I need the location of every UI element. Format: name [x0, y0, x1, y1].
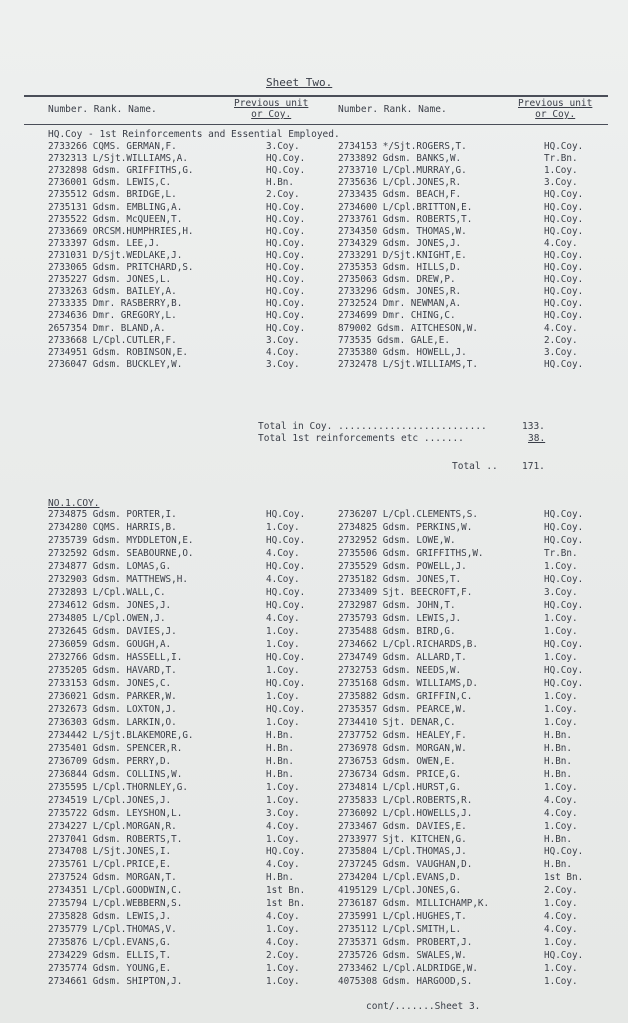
left-entry: 2732898 Gdsm. GRIFFITHS,G.	[48, 165, 194, 177]
right-previous-unit: 1.Coy.	[544, 976, 578, 988]
table-row	[0, 885, 628, 897]
table-row	[0, 691, 628, 703]
left-entry: 2737524 Gdsm. MORGAN,T.	[48, 872, 177, 884]
left-entry: 2736021 Gdsm. PARKER,W.	[48, 690, 177, 702]
left-entry: 2732592 Gdsm. SEABOURNE,O.	[48, 547, 194, 559]
left-previous-unit: 1.Coy.	[266, 794, 300, 806]
left-previous-unit: HQ.Coy.	[266, 599, 306, 611]
left-entry: 2735205 Gdsm. HAVARD,T.	[48, 664, 177, 676]
table-row	[0, 141, 628, 153]
right-previous-unit: H.Bn.	[544, 859, 572, 871]
header-right-number: Number. Rank. Name.	[338, 104, 447, 115]
grand-total-label: Total ..	[452, 461, 498, 472]
left-previous-unit: 1.Coy.	[266, 716, 300, 728]
right-previous-unit: Tr.Bn.	[544, 547, 578, 559]
right-entry: 2732987 Gdsm. JOHN,T.	[338, 599, 456, 611]
right-entry: 2735182 Gdsm. JONES,T.	[338, 573, 462, 585]
left-entry: 2736059 Gdsm. GOUGH,A.	[48, 638, 172, 650]
right-previous-unit: 4.Coy.	[544, 237, 578, 249]
table-row	[0, 153, 628, 165]
total-in-coy-label: Total in Coy. ..........................	[258, 421, 487, 432]
left-previous-unit: 4.Coy.	[266, 820, 300, 832]
left-previous-unit: 1.Coy.	[266, 521, 300, 533]
left-previous-unit: HQ.Coy.	[266, 274, 306, 286]
right-entry: 2733710 L/Cpl.MURRAY,G.	[338, 165, 467, 177]
section-2-title: NO.1.COY.	[48, 498, 100, 509]
right-entry: 2734350 Gdsm. THOMAS,W.	[338, 225, 467, 237]
left-previous-unit: 1.Coy.	[266, 963, 300, 975]
header-right-previous: Previous unit or Coy.	[518, 98, 593, 120]
right-previous-unit: 1.Coy.	[544, 716, 578, 728]
left-previous-unit: H.Bn.	[266, 177, 294, 189]
left-previous-unit: 2.Coy.	[266, 950, 300, 962]
table-row	[0, 613, 628, 625]
right-entry: 2735063 Gdsm. DREW,P.	[338, 274, 456, 286]
right-entry: 2735371 Gdsm. PROBERT,J.	[338, 937, 473, 949]
right-entry: 2735833 L/Cpl.ROBERTS,R.	[338, 794, 473, 806]
right-entry: 2733291 D/Sjt.KNIGHT,E.	[338, 249, 467, 261]
right-previous-unit: HQ.Coy.	[544, 141, 584, 152]
right-entry: 2736978 Gdsm. MORGAN,W.	[338, 742, 467, 754]
right-entry: 2733435 Gdsm. BEACH,F.	[338, 189, 462, 201]
left-previous-unit: 1.Coy.	[266, 924, 300, 936]
right-previous-unit: 1.Coy.	[544, 165, 578, 177]
right-previous-unit: HQ.Coy.	[544, 846, 584, 858]
left-entry: 2734661 Gdsm. SHIPTON,J.	[48, 976, 183, 988]
header-left-number: Number. Rank. Name.	[48, 104, 157, 115]
left-previous-unit: HQ.Coy.	[266, 534, 306, 546]
right-previous-unit: Tr.Bn.	[544, 153, 578, 165]
left-previous-unit: 4.Coy.	[266, 859, 300, 871]
left-entry: 2732766 Gdsm. HASSELL,I.	[48, 651, 183, 663]
right-entry: 2735882 Gdsm. GRIFFIN,C.	[338, 690, 473, 702]
left-entry: 2734875 Gdsm. PORTER,I.	[48, 509, 177, 520]
left-entry: 2734229 Gdsm. ELLIS,T.	[48, 950, 172, 962]
right-previous-unit: HQ.Coy.	[544, 664, 584, 676]
right-previous-unit: HQ.Coy.	[544, 358, 584, 370]
left-entry: 2732673 Gdsm. LOXTON,J.	[48, 703, 177, 715]
right-entry: 2732952 Gdsm. LOWE,W.	[338, 534, 456, 546]
right-previous-unit: 1.Coy.	[544, 625, 578, 637]
left-entry: 2731031 D/Sjt.WEDLAKE,J.	[48, 249, 183, 261]
left-previous-unit: 1.Coy.	[266, 833, 300, 845]
right-entry: 2735353 Gdsm. HILLS,D.	[338, 262, 462, 273]
right-entry: 773535 Gdsm. GALE,E.	[338, 334, 450, 346]
left-previous-unit: 3.Coy.	[266, 807, 300, 819]
table-row	[0, 548, 628, 560]
left-previous-unit: 1.Coy.	[266, 690, 300, 702]
left-previous-unit: HQ.Coy.	[266, 213, 306, 225]
table-row	[0, 522, 628, 534]
table-row	[0, 652, 628, 664]
section-1-title: HQ.Coy - 1st Reinforcements and Essential Employed.	[48, 129, 340, 140]
left-previous-unit: HQ.Coy.	[266, 509, 306, 520]
table-row	[0, 859, 628, 871]
left-previous-unit: HQ.Coy.	[266, 560, 306, 572]
table-row	[0, 561, 628, 573]
left-entry: 2734612 Gdsm. JONES,J.	[48, 599, 172, 611]
right-entry: 2736207 L/Cpl.CLEMENTS,S.	[338, 509, 478, 520]
right-entry: 2734204 L/Cpl.EVANS,D.	[338, 872, 462, 884]
left-previous-unit: HQ.Coy.	[266, 249, 306, 261]
total-reinforcements-label: Total 1st reinforcements etc .......	[258, 433, 464, 444]
left-entry: 2734805 L/Cpl.OWEN,J.	[48, 612, 166, 624]
right-entry: 2735991 L/Cpl.HUGHES,T.	[338, 911, 467, 923]
left-previous-unit: HQ.Coy.	[266, 322, 306, 334]
left-entry: 2732893 L/Cpl.WALL,C.	[48, 586, 166, 598]
right-previous-unit: 1.Coy.	[544, 820, 578, 832]
right-entry: 2735168 Gdsm. WILLIAMS,D.	[338, 677, 478, 689]
right-previous-unit: HQ.Coy.	[544, 521, 584, 533]
right-previous-unit: HQ.Coy.	[544, 201, 584, 213]
left-entry: 2734708 L/Sjt.JONES,I.	[48, 846, 172, 858]
table-row	[0, 872, 628, 884]
table-row	[0, 834, 628, 846]
table-row	[0, 743, 628, 755]
right-entry: 2733296 Gdsm. JONES,R.	[338, 286, 462, 298]
header-rule-bottom	[24, 124, 608, 125]
right-entry: 2734699 Dmr. CHING,C.	[338, 310, 456, 322]
table-row	[0, 704, 628, 716]
table-row	[0, 976, 628, 988]
left-previous-unit: HQ.Coy.	[266, 703, 306, 715]
right-entry: 2733462 L/Cpl.ALDRIDGE,W.	[338, 963, 478, 975]
right-entry: 2734329 Gdsm. JONES,J.	[338, 237, 462, 249]
right-previous-unit: HQ.Coy.	[544, 189, 584, 201]
right-entry: 2735488 Gdsm. BIRD,G.	[338, 625, 456, 637]
table-row	[0, 335, 628, 347]
left-entry: 2735779 L/Cpl.THOMAS,V.	[48, 924, 177, 936]
left-previous-unit: HQ.Coy.	[266, 846, 306, 858]
left-entry: 2733266 CQMS. GERMAN,F.	[48, 141, 177, 152]
left-previous-unit: 4.Coy.	[266, 573, 300, 585]
right-previous-unit: HQ.Coy.	[544, 638, 584, 650]
right-entry: 2734600 L/Cpl.BRITTON,E.	[338, 201, 473, 213]
left-entry: 2735522 Gdsm. McQUEEN,T.	[48, 213, 183, 225]
left-previous-unit: 4.Coy.	[266, 937, 300, 949]
right-entry: 2736734 Gdsm. PRICE,G.	[338, 768, 462, 780]
right-entry: 2735112 L/Cpl.SMITH,L.	[338, 924, 462, 936]
right-entry: 2732524 Dmr. NEWMAN,A.	[338, 298, 462, 310]
right-previous-unit: HQ.Coy.	[544, 249, 584, 261]
left-previous-unit: 3.Coy.	[266, 334, 300, 346]
left-previous-unit: 4.Coy.	[266, 911, 300, 923]
left-entry: 2736303 Gdsm. LARKIN,O.	[48, 716, 177, 728]
left-previous-unit: HQ.Coy.	[266, 262, 306, 273]
left-previous-unit: H.Bn.	[266, 872, 294, 884]
table-row	[0, 924, 628, 936]
table-row	[0, 821, 628, 833]
left-entry: 2657354 Dmr. BLAND,A.	[48, 322, 166, 334]
left-previous-unit: 1.Coy.	[266, 976, 300, 988]
left-entry: 2734442 L/Sjt.BLAKEMORE,G.	[48, 729, 194, 741]
left-previous-unit: 3.Coy.	[266, 141, 300, 152]
total-in-coy-value: 133.	[522, 421, 545, 432]
right-previous-unit: 1.Coy.	[544, 703, 578, 715]
right-entry: 2735506 Gdsm. GRIFFITHS,W.	[338, 547, 484, 559]
left-entry: 2735739 Gdsm. MYDDLETON,E.	[48, 534, 194, 546]
left-entry: 2736844 Gdsm. COLLINS,W.	[48, 768, 183, 780]
right-previous-unit: 1.Coy.	[544, 963, 578, 975]
right-entry: 2734153 */Sjt.ROGERS,T.	[338, 141, 467, 152]
table-row	[0, 587, 628, 599]
right-entry: 2734749 Gdsm. ALLARD,T.	[338, 651, 467, 663]
left-entry: 2735227 Gdsm. JONES,L.	[48, 274, 172, 286]
right-previous-unit: 4.Coy.	[544, 794, 578, 806]
left-entry: 2733263 Gdsm. BAILEY,A.	[48, 286, 177, 298]
right-entry: 2734410 Sjt. DENAR,C.	[338, 716, 456, 728]
right-previous-unit: 1.Coy.	[544, 690, 578, 702]
left-previous-unit: 1.Coy.	[266, 781, 300, 793]
left-entry: 2734951 Gdsm. ROBINSON,E.	[48, 346, 188, 358]
left-previous-unit: 1.Coy.	[266, 638, 300, 650]
right-entry: 4195129 L/Cpl.JONES,G.	[338, 885, 462, 897]
right-previous-unit: H.Bn.	[544, 755, 572, 767]
right-previous-unit: HQ.Coy.	[544, 298, 584, 310]
right-previous-unit: H.Bn.	[544, 729, 572, 741]
left-entry: 2735761 L/Cpl.PRICE,E.	[48, 859, 172, 871]
left-previous-unit: 1st Bn.	[266, 885, 306, 897]
left-entry: 2733153 Gdsm. JONES,C.	[48, 677, 172, 689]
right-entry: 2733409 Sjt. BEECROFT,F.	[338, 586, 473, 598]
right-entry: 2733467 Gdsm. DAVIES,E.	[338, 820, 467, 832]
table-row	[0, 274, 628, 286]
left-previous-unit: 4.Coy.	[266, 612, 300, 624]
right-previous-unit: 1.Coy.	[544, 937, 578, 949]
left-previous-unit: 1st Bn.	[266, 898, 306, 910]
right-entry: 2736753 Gdsm. OWEN,E.	[338, 755, 456, 767]
left-entry: 2735876 L/Cpl.EVANS,G.	[48, 937, 172, 949]
table-row	[0, 911, 628, 923]
sheet-title: Sheet Two.	[266, 76, 333, 89]
right-previous-unit: 1.Coy.	[544, 612, 578, 624]
right-previous-unit: 3.Coy.	[544, 177, 578, 189]
right-previous-unit: HQ.Coy.	[544, 310, 584, 322]
table-row	[0, 717, 628, 729]
right-previous-unit: HQ.Coy.	[544, 225, 584, 237]
left-previous-unit: H.Bn.	[266, 742, 294, 754]
left-previous-unit: HQ.Coy.	[266, 201, 306, 213]
table-row	[0, 509, 628, 521]
left-entry: 2734636 Dmr. GREGORY,L.	[48, 310, 177, 322]
left-previous-unit: HQ.Coy.	[266, 310, 306, 322]
table-row	[0, 323, 628, 335]
table-row	[0, 189, 628, 201]
right-previous-unit: HQ.Coy.	[544, 677, 584, 689]
table-row	[0, 626, 628, 638]
table-row	[0, 678, 628, 690]
table-row	[0, 165, 628, 177]
left-entry: 2732645 Gdsm. DAVIES,J.	[48, 625, 177, 637]
table-row	[0, 963, 628, 975]
right-previous-unit: HQ.Coy.	[544, 509, 584, 520]
left-entry: 2734280 CQMS. HARRIS,B.	[48, 521, 177, 533]
right-previous-unit: HQ.Coy.	[544, 274, 584, 286]
left-entry: 2736001 Gdsm. LEWIS,C.	[48, 177, 172, 189]
right-previous-unit: H.Bn.	[544, 833, 572, 845]
right-previous-unit: HQ.Coy.	[544, 286, 584, 298]
right-entry: 2733892 Gdsm. BANKS,W.	[338, 153, 462, 165]
table-row	[0, 898, 628, 910]
left-entry: 2735828 Gdsm. LEWIS,J.	[48, 911, 172, 923]
left-previous-unit: 4.Coy.	[266, 547, 300, 559]
right-previous-unit: 4.Coy.	[544, 924, 578, 936]
right-previous-unit: 2.Coy.	[544, 885, 578, 897]
right-entry: 2735793 Gdsm. LEWIS,J.	[338, 612, 462, 624]
table-row	[0, 950, 628, 962]
left-previous-unit: H.Bn.	[266, 768, 294, 780]
left-entry: 2737041 Gdsm. ROBERTS,T.	[48, 833, 183, 845]
total-reinforcements-value: 38.	[528, 433, 546, 444]
left-entry: 2735131 Gdsm. EMBLING,A.	[48, 201, 183, 213]
table-row	[0, 639, 628, 651]
left-previous-unit: 3.Coy.	[266, 358, 300, 370]
right-previous-unit: HQ.Coy.	[544, 950, 584, 962]
left-previous-unit: HQ.Coy.	[266, 165, 306, 177]
right-previous-unit: 1.Coy.	[544, 898, 578, 910]
left-previous-unit: H.Bn.	[266, 729, 294, 741]
table-row	[0, 782, 628, 794]
grand-total-value: 171.	[522, 461, 545, 472]
right-previous-unit: 1.Coy.	[544, 651, 578, 663]
table-row	[0, 250, 628, 262]
right-entry: 2736092 L/Cpl.HOWELLS,J.	[338, 807, 473, 819]
left-previous-unit: 4.Coy.	[266, 346, 300, 358]
left-entry: 2735595 L/Cpl.THORNLEY,G.	[48, 781, 188, 793]
right-previous-unit: 4.Coy.	[544, 911, 578, 923]
right-previous-unit: 3.Coy.	[544, 586, 578, 598]
table-row	[0, 665, 628, 677]
left-entry: 2734877 Gdsm. LOMAS,G.	[48, 560, 172, 572]
table-row	[0, 359, 628, 371]
right-entry: 2733977 Sjt. KITCHEN,G.	[338, 833, 467, 845]
continuation-note: cont/.......Sheet 3.	[366, 1001, 481, 1012]
right-entry: 2734825 Gdsm. PERKINS,W.	[338, 521, 473, 533]
right-entry: 2733761 Gdsm. ROBERTS,T.	[338, 213, 473, 225]
left-previous-unit: 1.Coy.	[266, 664, 300, 676]
right-previous-unit: 2.Coy.	[544, 334, 578, 346]
left-previous-unit: H.Bn.	[266, 755, 294, 767]
right-entry: 4075308 Gdsm. HARGOOD,S.	[338, 976, 473, 988]
left-previous-unit: HQ.Coy.	[266, 677, 306, 689]
left-entry: 2732313 L/Sjt.WILLIAMS,A.	[48, 153, 188, 165]
right-previous-unit: HQ.Coy.	[544, 262, 584, 273]
right-entry: 2732478 L/Sjt.WILLIAMS,T.	[338, 358, 478, 370]
table-row	[0, 769, 628, 781]
table-row	[0, 808, 628, 820]
table-row	[0, 937, 628, 949]
left-entry: 2734351 L/Cpl.GOODWIN,C.	[48, 885, 183, 897]
left-previous-unit: HQ.Coy.	[266, 225, 306, 237]
table-row	[0, 730, 628, 742]
right-previous-unit: HQ.Coy.	[544, 599, 584, 611]
right-entry: 2735726 Gdsm. SWALES,W.	[338, 950, 467, 962]
right-previous-unit: 4.Coy.	[544, 322, 578, 334]
table-row	[0, 202, 628, 214]
right-previous-unit: H.Bn.	[544, 768, 572, 780]
right-entry: 2734814 L/Cpl.HURST,G.	[338, 781, 462, 793]
left-entry: 2735794 L/Cpl.WEBBERN,S.	[48, 898, 183, 910]
table-row	[0, 535, 628, 547]
left-previous-unit: HQ.Coy.	[266, 153, 306, 165]
left-entry: 2733669 ORCSM.HUMPHRIES,H.	[48, 225, 194, 237]
left-entry: 2734519 L/Cpl.JONES,J.	[48, 794, 172, 806]
table-row	[0, 846, 628, 858]
header-left-previous: Previous unit or Coy.	[234, 98, 309, 120]
right-previous-unit: 1.Coy.	[544, 560, 578, 572]
right-entry: 2735357 Gdsm. PEARCE,W.	[338, 703, 467, 715]
right-previous-unit: 1st Bn.	[544, 872, 584, 884]
right-entry: 2736187 Gdsm. MILLICHAMP,K.	[338, 898, 490, 910]
left-entry: 2736709 Gdsm. PERRY,D.	[48, 755, 172, 767]
table-row	[0, 226, 628, 238]
left-previous-unit: 2.Coy.	[266, 189, 300, 201]
right-entry: 879002 Gdsm. AITCHESON,W.	[338, 322, 478, 334]
table-row	[0, 298, 628, 310]
table-row	[0, 347, 628, 359]
left-entry: 2736047 Gdsm. BUCKLEY,W.	[48, 358, 183, 370]
right-entry: 2734662 L/Cpl.RICHARDS,B.	[338, 638, 478, 650]
table-row	[0, 238, 628, 250]
right-entry: 2735804 L/Cpl.THOMAS,J.	[338, 846, 467, 858]
right-previous-unit: HQ.Coy.	[544, 213, 584, 225]
table-row	[0, 262, 628, 274]
left-previous-unit: HQ.Coy.	[266, 237, 306, 249]
right-entry: 2735529 Gdsm. POWELL,J.	[338, 560, 467, 572]
left-previous-unit: HQ.Coy.	[266, 298, 306, 310]
left-previous-unit: HQ.Coy.	[266, 586, 306, 598]
left-previous-unit: HQ.Coy.	[266, 651, 306, 663]
left-entry: 2733065 Gdsm. PRITCHARD,S.	[48, 262, 194, 273]
left-entry: 2732903 Gdsm. MATTHEWS,H.	[48, 573, 188, 585]
table-row	[0, 310, 628, 322]
right-entry: 2735636 L/Cpl.JONES,R.	[338, 177, 462, 189]
right-previous-unit: H.Bn.	[544, 742, 572, 754]
right-entry: 2732753 Gdsm. NEEDS,W.	[338, 664, 462, 676]
table-row	[0, 600, 628, 612]
right-entry: 2737245 Gdsm. VAUGHAN,D.	[338, 859, 473, 871]
right-previous-unit: 1.Coy.	[544, 781, 578, 793]
left-entry: 2735512 Gdsm. BRIDGE,L.	[48, 189, 177, 201]
right-entry: 2737752 Gdsm. HEALEY,F.	[338, 729, 467, 741]
left-previous-unit: HQ.Coy.	[266, 286, 306, 298]
table-row	[0, 756, 628, 768]
right-previous-unit: 3.Coy.	[544, 346, 578, 358]
right-entry: 2735380 Gdsm. HOWELL,J.	[338, 346, 467, 358]
left-entry: 2733335 Dmr. RASBERRY,B.	[48, 298, 183, 310]
right-previous-unit: HQ.Coy.	[544, 534, 584, 546]
left-entry: 2734227 L/Cpl.MORGAN,R.	[48, 820, 177, 832]
right-previous-unit: HQ.Coy.	[544, 573, 584, 585]
left-entry: 2735722 Gdsm. LEYSHON,L.	[48, 807, 183, 819]
header-rule-top	[24, 95, 608, 97]
table-row	[0, 795, 628, 807]
left-entry: 2733668 L/Cpl.CUTLER,F.	[48, 334, 177, 346]
left-previous-unit: 1.Coy.	[266, 625, 300, 637]
left-entry: 2735774 Gdsm. YOUNG,E.	[48, 963, 172, 975]
table-row	[0, 214, 628, 226]
table-row	[0, 574, 628, 586]
left-entry: 2735401 Gdsm. SPENCER,R.	[48, 742, 183, 754]
right-previous-unit: 4.Coy.	[544, 807, 578, 819]
table-row	[0, 286, 628, 298]
left-entry: 2733397 Gdsm. LEE,J.	[48, 237, 160, 249]
table-row	[0, 177, 628, 189]
